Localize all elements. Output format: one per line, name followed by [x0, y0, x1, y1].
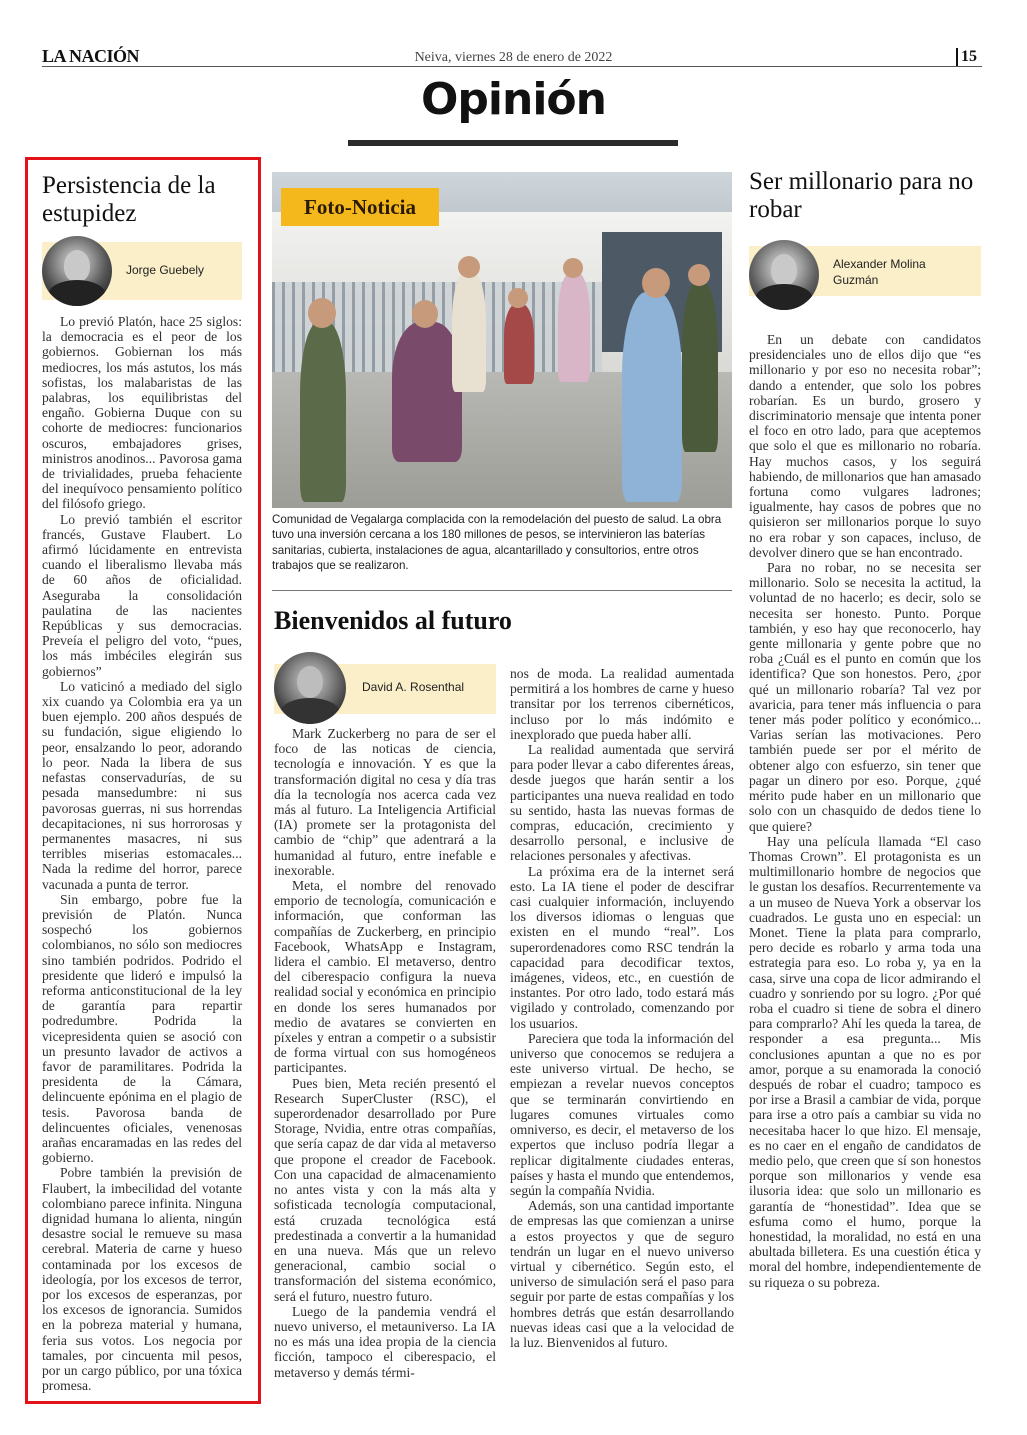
- section-title: Opinión: [421, 74, 606, 125]
- paragraph: Lo previó Platón, hace 25 siglos: la democracia es el peor de los gobiernos. Gobiernan los más mediocres, los más astutos, los más sofistas, los malabaristas de las palabras, los equilibristas del engaño. Gobierna Duque con su cohorte de mediocres: funcionarios oscuros, embajadores grises, ministros anodinos... Pavorosa gama de trivialidades, prueba fehaciente del inequívoco pensamiento político del filósofo griego.: [42, 314, 242, 512]
- author-avatar: [274, 652, 346, 724]
- paragraph: Sin embargo, pobre fue la previsión de Platón. Nunca sospechó los gobiernos colombianos, no sólo son mediocres sino también podridos. Podrido el presidente que lideró e impulsó la reforma anticonstitucional de la ley de garantía para repartir podredumbre. Podrida la vicepresidenta quien se asoció con un presunto lavador de activos a favor de paramilitares. Podrida la presidenta de la Cámara, delincuente epónima en el plagio de tesis. Pavorosa banda de delincuentes oficiales, venenosas arañas encaramadas en las redes del gobierno.: [42, 891, 242, 1166]
- paragraph: Pues bien, Meta recién presentó el Research SuperCluster (RSC), el superordenador desarrollado por Pure Storage, Nvidia, entre otras compañías, que sería capaz de dar vida al metaverso que propone el creador de Facebook. Con una capacidad de almacenamiento no antes vista y con la más alta y sofisticada tecnología computacional, está cruzada tecnológica está predestinada a convertir a la humanidad en una nueva. Más que un relevo generacional, cambio social o transformación del sistema económico, será el futuro, nuestro futuro.: [274, 1075, 496, 1304]
- author-avatar: [42, 236, 112, 306]
- left-article-byline: [42, 242, 242, 300]
- middle-article-author: David A. Rosenthal: [362, 680, 465, 694]
- paragraph: Mark Zuckerberg no para de ser el foco de las noticas de ciencia, tecnología e innovación. Y es que la transformación digital no cesa y día tras día la tecnología nos acerca cada vez más al futuro. La Inteligencia Artificial (IA) promete ser la protagonista del cambio de “chip” que adentrará a la humanidad al futuro, entre inefable e inexorable.: [274, 726, 496, 878]
- avatar-face: [771, 254, 797, 286]
- paragraph: Lo vaticinó a mediado del siglo xix cuando ya Colombia era ya un buen ejemplo. 200 años después de su fundación, sigue eligiendo lo peor, ensalzando lo peor, adorando lo peor. Nada la libera de sus nefastas conservadurías, de su pesada mansedumbre: ni sus pavorosas guerras, ni sus horrendas decapitaciones, ni sus horrorosas y permanentes masacres, ni sus terribles miserias estomacales... Nada la redime del horror, parece vacunada a punta de terror.: [42, 678, 242, 892]
- paragraph: Pobre también la previsión de Flaubert, la imbecilidad del votante colombiano parece infinita. Ninguna dignidad humana lo alienta, ningún desastre social le remueve su masa cerebral. Materia de carne y hueso contaminada por los excesos de ideología, por los excesos de terror, por los excesos de esperanzas, por los excesos de ignorancia. Sumidos en la pobreza material y humana, feria sus votos. Los negocia por tamales, por cincuenta mil pesos, por un cargo público, por una tóxica promesa.: [42, 1165, 242, 1394]
- middle-article-byline: [274, 664, 496, 714]
- photo-head: [508, 288, 528, 308]
- avatar-shoulders: [755, 284, 813, 310]
- photo-caption: Comunidad de Vegalarga complacida con la remodelación del puesto de salud. La obra tuvo una inversión cercana a los 180 millones de pesos, se intervinieron las baterías sanitarias, cubierta, instalaciones de agua, alcantarillado y consultorios, entre otros trabajos que se realizaron.: [272, 513, 722, 573]
- photo-head: [642, 268, 670, 298]
- right-article-body: [749, 332, 981, 1290]
- left-article-author: Jorge Guebely: [126, 263, 205, 277]
- middle-article-headline: Bienvenidos al futuro: [274, 606, 512, 635]
- paragraph: Meta, el nombre del renovado emporio de tecnología, comunicación e información, que conforman las compañías de Zuckerberg, en principio Facebook, WhatsApp e Instagram, lidera el cambio. El metaverso, dentro del ciberespacio configura la nueva realidad social y económica en principio en donde los seres humanados por medio de avatares se convierten en píxeles y entran a competir o a subsistir de forma virtual con sus homogéneos participantes.: [274, 878, 496, 1076]
- section-rule: [348, 140, 678, 146]
- paragraph: En un debate con candidatos presidenciales uno de ellos dijo que “es millonario y por eso no necesita robar”; dando a entender, que solo los pobres robarían. Es un burdo, grosero y discriminatorio mensaje que intenta poner el foco en otro lado, para que aceptemos que solo el que es millonario no robaría. Hay muchos casos, y los seguirá habiendo, de millonarios que han amasado fortuna como vulgares ladrones; igualmente, hay casos de pobres que no quisieron ser millonarios porque lo suyo no era robar y son capaces, incluso, de devolver dinero que se han encontrado.: [749, 332, 981, 560]
- photo-person: [504, 304, 534, 384]
- photo-person: [622, 292, 682, 502]
- paragraph: Lo previó también el escritor francés, Gustave Flaubert. Lo afirmó lúcidamente en entrevista cuando el liberalismo llevaba más de 60 años de oficialidad. Aseguraba la consolidación paulatina de las nacientes Repúblicas y sus democracias. Preveía el peligro del voto, “pues, los más imbéciles elegirán sus gobiernos”: [42, 511, 242, 679]
- paragraph: La realidad aumentada que servirá para poder llevar a cabo diferentes áreas, desde juegos que harán sentir a los participantes una nueva realidad en todo su sentido, hasta las nuevas formas de compras, educación, crecimiento y desarrollo personal, e inclusive de relaciones personales y afectivas.: [510, 742, 734, 864]
- middle-article-column-2: [510, 666, 734, 1350]
- right-article-author: Alexander Molina Guzmán: [833, 257, 926, 287]
- left-article: [42, 172, 242, 1393]
- paragraph: La próxima era de la internet será esto. La IA tiene el poder de descifrar casi cualquier información, incluyendo los diversos idiomas o lenguas que existen en el mundo “real”. Los superordenadores como RSC tendrán la capacidad para decodificar textos, imágenes, videos, etc., en cuestión de instantes. Por otro lado, todo estará más vigilado y controlado, comenzando por los usuarios.: [510, 863, 734, 1031]
- page-number: 15: [956, 48, 977, 66]
- photo-head: [458, 256, 480, 278]
- photo-head: [688, 264, 710, 286]
- avatar-face: [64, 250, 90, 282]
- middle-article-column-1: [274, 726, 496, 1380]
- avatar-face: [297, 666, 323, 698]
- paragraph: Pareciera que toda la información del universo que conocemos se redujera a este universo virtual. De hecho, se empiezan a revelar nuevos conceptos que se terminarán convirtiendo en lugares comunes virtuales como omniverso, es decir, el metaverso de los expertos que incluso podría llegar a replicar digitalmente ciudades enteras, países y hasta el mundo que entendemos, según la compañía Nvidia.: [510, 1030, 734, 1198]
- newspaper-logo: LA NACIÓN: [42, 46, 140, 66]
- right-article-byline: [749, 246, 981, 296]
- date-line: Neiva, viernes 28 de enero de 2022: [414, 50, 613, 65]
- author-avatar: [749, 240, 819, 310]
- photo-person: [682, 282, 718, 452]
- right-article: [749, 168, 981, 1290]
- caption-rule: [272, 590, 732, 591]
- paragraph: nos de moda. La realidad aumentada permitirá a los hombres de carne y hueso transitar por los terrenos cibernéticos, incluso por lo más indómito e inexplorado que pueda haber allí.: [510, 666, 734, 742]
- left-article-headline: Persistencia de la estupidez: [42, 172, 216, 227]
- avatar-shoulders: [280, 698, 340, 724]
- photo-person: [558, 272, 590, 382]
- photo-head: [412, 300, 438, 328]
- photo-head: [563, 258, 583, 278]
- photo-person: [452, 272, 486, 392]
- avatar-shoulders: [48, 280, 106, 306]
- paragraph: Además, son una cantidad importante de empresas las que comienzan a unirse a estos proyectos y que de seguro tendrán un lugar en el nuevo universo virtual y cibernético. Según esto, el universo de simulación será el paso para seguir por parte de estas compañías y los hombres detrás que están desarrollando nuevas ideas casi que a la velocidad de la luz. Bienvenidos al futuro.: [510, 1198, 734, 1350]
- paragraph: Para no robar, no se necesita ser millonario. Solo se necesita la actitud, la voluntad de no hacerlo; es decir, solo se necesita ser honesto. Punto. Porque también, y eso hay que reconocerlo, hay gente millonaria y gente pobre que no roba ¿Cuál es el punto en común que los identifica? Que son honestos. Pero, ¿por qué un millonario robaría? Tal vez por avaricia, para tener más influencia o para tener más poder político y económico... Varias serían las motivaciones. Pero también puede ser por el mérito de obtener algo con esfuerzo, sin tener que pagar un dinero por eso. Porque, ¿qué mérito pude haber en un millonario que solo con un chasquido de dedos tiene lo que quiere?: [749, 560, 981, 834]
- right-article-headline: Ser millonario para no robar: [749, 168, 974, 223]
- paragraph: Hay una película llamada “El caso Thomas Crown”. El protagonista es un multimillonario hombre de negocios que le gustan los desafíos. Recurrentemente va a un museo de Nueva York a observar los cuadrados. Le gusta uno en especial: un Monet. Tiene la plata para comprarlo, pero decide es robarlo y arma toda una estrategia para eso. Lo roba y, ya en la casa, sirve una copa de licor admirando el cuadro y sonriendo por su logro. ¿Por qué roba el cuadro si tiene de sobra el dinero para comprarlo? Ahí les queda la tarea, de responder a esa pregunta... Mis conclusiones apuntan a que no es por amor, porque a su enamorada la conoció después de robar el cuadro; tampoco es por irse a Brasil a cambiar de vida, porque para irse a otro país a cambiar su vida no necesitaba hacer lo que hizo. El mensaje, es no caer en el engaño de candidatos de medio pelo, que creen que sí son honestos porque son millonarios y vende esa ilusoria idea: que solo un millonario es garantía de “honestidad”. Idea que se esfuma como el humo, porque la honestidad, la moralidad, no está en una abultada billetera. Es una cuestión ética y moral del hombre, independientemente de su riqueza o su pobreza.: [749, 833, 981, 1290]
- left-article-body: [42, 314, 242, 1393]
- photo-person: [300, 322, 346, 502]
- photo-head: [308, 298, 336, 328]
- paragraph: Luego de la pandemia vendrá el nuevo universo, el metauniverso. La IA no es más una idea propia de la ciencia ficción, tampoco el ciberespacio, el metaverso y demás térmi-: [274, 1303, 496, 1380]
- header-rule: [42, 66, 982, 67]
- foto-noticia-tag: Foto-Noticia: [281, 188, 439, 226]
